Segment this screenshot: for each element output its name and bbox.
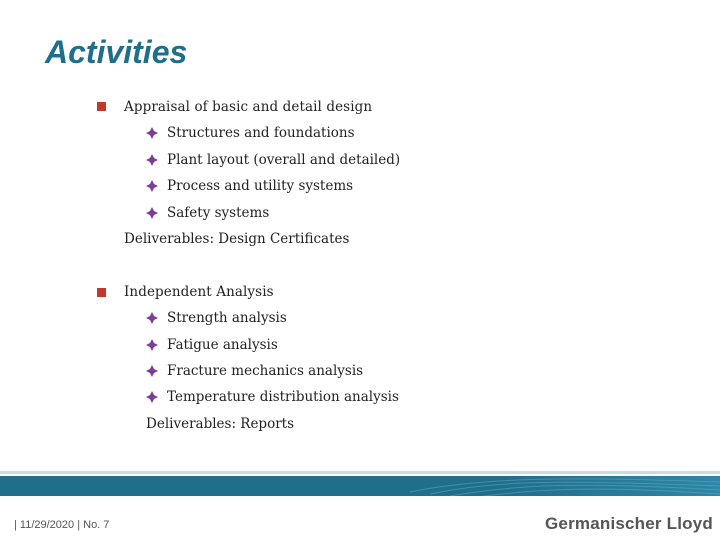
list-item-label: Strength analysis — [167, 310, 287, 326]
company-logo: Germanischer Lloyd — [545, 514, 713, 533]
deliverables-text: Deliverables: Reports — [146, 416, 295, 432]
diamond-bullet-icon — [146, 180, 158, 192]
diamond-bullet-icon — [146, 127, 158, 139]
footer-band — [0, 476, 720, 496]
list-item-label: Plant layout (overall and detailed) — [167, 152, 401, 168]
wave-pattern-icon — [0, 476, 720, 496]
diamond-bullet-icon — [146, 339, 158, 351]
list-item-label: Temperature distribution analysis — [167, 389, 399, 405]
footer-date-page: | 11/29/2020 | No. 7 — [14, 519, 110, 531]
diamond-bullet-icon — [146, 207, 158, 219]
diamond-bullet-icon — [146, 312, 158, 324]
section-heading: Independent Analysis — [124, 284, 274, 300]
square-bullet-icon — [97, 102, 106, 111]
footer-divider — [0, 471, 720, 474]
list-item-label: Structures and foundations — [167, 125, 355, 141]
list-item-label: Process and utility systems — [167, 178, 354, 194]
list-item-label: Fatigue analysis — [167, 337, 278, 353]
list-item-label: Fracture mechanics analysis — [167, 363, 364, 379]
slide-title: Activities — [45, 34, 188, 70]
list-item-label: Safety systems — [167, 205, 270, 221]
diamond-bullet-icon — [146, 154, 158, 166]
deliverables-text: Deliverables: Design Certificates — [124, 231, 350, 247]
square-bullet-icon — [97, 288, 106, 297]
diamond-bullet-icon — [146, 391, 158, 403]
section-heading: Appraisal of basic and detail design — [124, 99, 373, 115]
diamond-bullet-icon — [146, 365, 158, 377]
